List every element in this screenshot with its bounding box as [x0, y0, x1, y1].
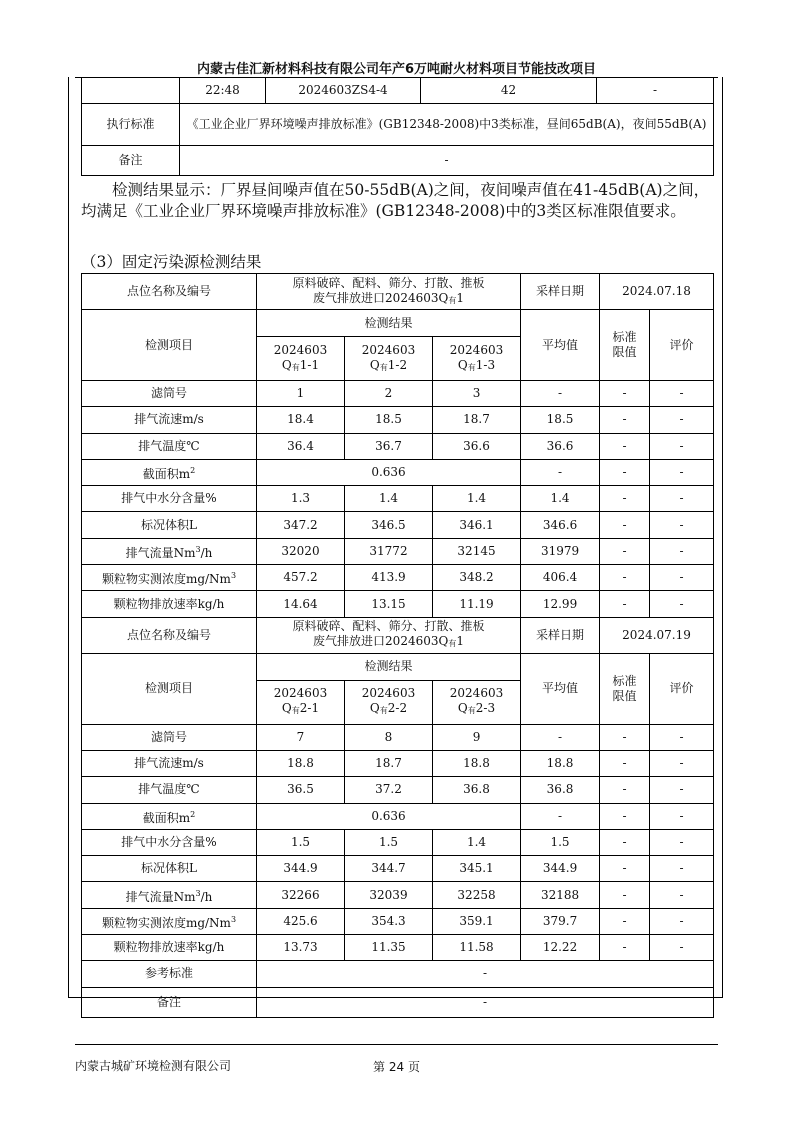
row-label-text: 排气温度℃: [138, 782, 200, 797]
evaluation-cell: -: [650, 908, 714, 934]
value-cell: 8: [345, 724, 433, 750]
average-label: 平均值: [521, 653, 600, 724]
reference-label: 参考标准: [82, 961, 257, 987]
value-cell: 11.58: [433, 935, 521, 961]
value-cell: 1.4: [345, 486, 433, 512]
row-label-text: 截面积m: [142, 467, 191, 482]
point-name-line: 原料破碎、配料、筛分、打散、推板: [292, 275, 485, 290]
row-label: [82, 724, 257, 750]
table-row: [82, 987, 714, 1017]
evaluation-cell: -: [650, 724, 714, 750]
row-label-text: 滤筒号: [150, 386, 187, 401]
value-cell: 1: [257, 381, 345, 407]
row-label-superscript: 3: [230, 571, 237, 581]
row-label-text: 标况体积L: [141, 517, 197, 532]
value-cell: 32020: [257, 538, 345, 564]
evaluation-cell: -: [650, 512, 714, 538]
value-cell: 346.5: [345, 512, 433, 538]
value-cell: 18.8: [433, 750, 521, 776]
limit-cell: -: [600, 407, 650, 433]
value-cell: 14.64: [257, 591, 345, 617]
table-cell: -: [597, 78, 714, 104]
row-label: [82, 459, 257, 485]
limit-cell: -: [600, 459, 650, 485]
sample-id-suffix: 2-3: [475, 701, 496, 716]
result-label: 检测结果: [257, 653, 521, 680]
point-name-label: 点位名称及编号: [82, 617, 257, 653]
limit-cell: -: [600, 750, 650, 776]
evaluation-cell: -: [650, 459, 714, 485]
table-row: [82, 882, 714, 908]
table-row: [82, 381, 714, 407]
sample-id-q: Q: [369, 357, 380, 372]
table-row: [82, 591, 714, 617]
reference-value: -: [257, 961, 714, 987]
sample-id-prefix: 2024603: [361, 686, 416, 701]
sample-id-subscript: 有: [379, 706, 388, 716]
sample-id-prefix: 2024603: [273, 342, 328, 357]
evaluation-label: 评价: [650, 310, 714, 381]
sample-date-label: 采样日期: [521, 274, 600, 310]
row-label-text: 排气流速m/s: [134, 756, 204, 771]
row-label-superscript: 2: [190, 809, 196, 819]
row-label-text: 颗粒物排放速率kg/h: [113, 940, 225, 955]
value-cell: 36.4: [257, 433, 345, 459]
evaluation-cell: -: [650, 433, 714, 459]
average-cell: 1.5: [521, 829, 600, 855]
evaluation-cell: -: [650, 777, 714, 803]
table-row: [82, 565, 714, 591]
value-cell: 18.8: [257, 750, 345, 776]
value-cell: 32145: [433, 538, 521, 564]
average-cell: 32188: [521, 882, 600, 908]
emission-result-table: [81, 273, 714, 1018]
row-label: [82, 591, 257, 617]
value-cell: 1.5: [345, 829, 433, 855]
value-cell: 36.8: [433, 777, 521, 803]
limit-cell: -: [600, 381, 650, 407]
limit-cell: -: [600, 486, 650, 512]
row-label-superscript: 3: [195, 888, 201, 898]
value-cell: 344.7: [345, 856, 433, 882]
footer-company: 内蒙古城矿环境检测有限公司: [75, 1059, 232, 1073]
sample-id-subscript: 有: [291, 706, 300, 716]
row-label-tail: /h: [200, 545, 213, 560]
limit-cell: -: [600, 512, 650, 538]
row-label-superscript: 2: [190, 466, 196, 476]
average-cell: 344.9: [521, 856, 600, 882]
merged-value: 0.636: [257, 803, 521, 829]
evaluation-cell: -: [650, 538, 714, 564]
value-cell: 11.19: [433, 591, 521, 617]
row-label: [82, 565, 257, 591]
evaluation-cell: -: [650, 856, 714, 882]
row-label: [82, 908, 257, 934]
average-cell: 1.4: [521, 486, 600, 512]
row-label-text: 排气流量Nm: [125, 889, 196, 904]
sample-id-prefix: 2024603: [449, 686, 504, 701]
limit-cell: -: [600, 433, 650, 459]
table-row: [82, 856, 714, 882]
average-cell: 346.6: [521, 512, 600, 538]
sample-id-cell: [345, 680, 433, 724]
item-label: 检测项目: [82, 653, 257, 724]
section-title: （3）固定污染源检测结果: [81, 253, 262, 271]
result-paragraph: 检测结果显示：厂界昼间噪声值在50-55dB(A)之间，夜间噪声值在41-45dB(A)之间，均满足《工业企业厂界环境噪声排放标准》(GB12348-2008)中的3类区标准限值要求。: [81, 181, 710, 220]
sample-id-subscript: 有: [379, 362, 388, 372]
limit-cell: -: [600, 803, 650, 829]
value-cell: 18.5: [345, 407, 433, 433]
evaluation-cell: -: [650, 486, 714, 512]
sample-id-suffix: 1-1: [299, 357, 320, 372]
average-cell: 12.22: [521, 935, 600, 961]
limit-cell: -: [600, 565, 650, 591]
row-label-text: 滤筒号: [150, 729, 187, 744]
average-cell: 36.8: [521, 777, 600, 803]
sample-id-suffix: 1-2: [387, 357, 408, 372]
page-header-title: 内蒙古佳汇新材料科技有限公司年产6万吨耐火材料项目节能技改项目: [196, 62, 597, 77]
limit-label: 标准限值: [600, 310, 650, 381]
value-cell: 425.6: [257, 908, 345, 934]
remark-value: -: [257, 987, 714, 1017]
average-cell: -: [521, 381, 600, 407]
table-row: [82, 617, 714, 653]
row-label-text: 颗粒物实测浓度mg/Nm: [101, 915, 231, 930]
row-label: [82, 486, 257, 512]
value-cell: 32266: [257, 882, 345, 908]
point-name-suffix: 1: [456, 290, 464, 305]
row-label-text: 排气流速m/s: [134, 412, 204, 427]
sample-id-cell: [433, 337, 521, 381]
sample-id-q: Q: [281, 701, 292, 716]
sample-id-q: Q: [281, 357, 292, 372]
value-cell: 36.7: [345, 433, 433, 459]
value-cell: 1.3: [257, 486, 345, 512]
sample-id-suffix: 2-2: [387, 701, 408, 716]
standard-value: 《工业企业厂界环境噪声排放标准》(GB12348-2008)中3类标准，昼间65dB(A)，夜间55dB(A): [180, 104, 714, 146]
item-label: 检测项目: [82, 310, 257, 381]
point-name-line: 废气排放进口2024603Q: [313, 290, 449, 305]
sample-date-value: 2024.07.19: [600, 617, 714, 653]
standard-label: 执行标准: [82, 104, 180, 146]
average-label: 平均值: [521, 310, 600, 381]
row-label: [82, 803, 257, 829]
sample-id-cell: [345, 337, 433, 381]
value-cell: 37.2: [345, 777, 433, 803]
remark-label: 备注: [82, 146, 180, 176]
value-cell: 413.9: [345, 565, 433, 591]
limit-cell: -: [600, 538, 650, 564]
value-cell: 13.73: [257, 935, 345, 961]
table-row: [82, 459, 714, 485]
sample-id-cell: [257, 680, 345, 724]
point-name-suffix: 1: [456, 634, 464, 649]
average-cell: 36.6: [521, 433, 600, 459]
limit-cell: -: [600, 777, 650, 803]
table-row: [82, 829, 714, 855]
value-cell: 11.35: [345, 935, 433, 961]
table-row: [82, 433, 714, 459]
average-cell: 18.5: [521, 407, 600, 433]
value-cell: 345.1: [433, 856, 521, 882]
sample-id-q: Q: [369, 701, 380, 716]
row-label: [82, 512, 257, 538]
value-cell: 344.9: [257, 856, 345, 882]
remark-label: 备注: [82, 987, 257, 1017]
evaluation-cell: -: [650, 407, 714, 433]
sample-date-label: 采样日期: [521, 617, 600, 653]
evaluation-cell: -: [650, 882, 714, 908]
table-row: [82, 750, 714, 776]
noise-result-table-tail: [81, 77, 714, 176]
sample-id-subscript: 有: [467, 362, 476, 372]
evaluation-cell: -: [650, 565, 714, 591]
sample-id-subscript: 有: [291, 362, 300, 372]
point-name-value: [257, 617, 521, 653]
value-cell: 9: [433, 724, 521, 750]
row-label: [82, 935, 257, 961]
limit-cell: -: [600, 724, 650, 750]
sample-id-prefix: 2024603: [449, 342, 504, 357]
average-cell: -: [521, 724, 600, 750]
table-row: [82, 512, 714, 538]
value-cell: 32258: [433, 882, 521, 908]
footer-page-number: 第 24 页: [373, 1060, 420, 1074]
table-row: [82, 104, 714, 146]
limit-cell: -: [600, 882, 650, 908]
table-cell: 22:48: [180, 78, 266, 104]
sample-id-prefix: 2024603: [361, 342, 416, 357]
limit-cell: -: [600, 935, 650, 961]
row-label: [82, 829, 257, 855]
table-row: [82, 724, 714, 750]
value-cell: 457.2: [257, 565, 345, 591]
value-cell: 32039: [345, 882, 433, 908]
row-label: [82, 856, 257, 882]
table-cell: 2024603ZS4-4: [266, 78, 421, 104]
row-label-text: 颗粒物排放速率kg/h: [113, 596, 225, 611]
evaluation-cell: -: [650, 381, 714, 407]
row-label-superscript: 3: [195, 544, 201, 554]
value-cell: 1.4: [433, 829, 521, 855]
remark-value: -: [180, 146, 714, 176]
row-label: [82, 750, 257, 776]
row-label-tail: /h: [200, 889, 213, 904]
average-cell: 379.7: [521, 908, 600, 934]
value-cell: 347.2: [257, 512, 345, 538]
table-row: [82, 935, 714, 961]
row-label: [82, 777, 257, 803]
average-cell: 406.4: [521, 565, 600, 591]
point-name-line: 原料破碎、配料、筛分、打散、推板: [292, 619, 485, 634]
row-label-superscript: 3: [230, 914, 237, 924]
average-cell: 18.8: [521, 750, 600, 776]
table-cell: 42: [421, 78, 597, 104]
value-cell: 18.7: [433, 407, 521, 433]
point-name-subscript: 有: [448, 639, 457, 649]
table-row: [82, 78, 714, 104]
value-cell: 7: [257, 724, 345, 750]
row-label-text: 颗粒物实测浓度mg/Nm: [101, 572, 231, 587]
table-row: [82, 486, 714, 512]
sample-id-q: Q: [457, 357, 468, 372]
limit-cell: -: [600, 829, 650, 855]
average-cell: 31979: [521, 538, 600, 564]
limit-cell: -: [600, 908, 650, 934]
sample-id-suffix: 2-1: [299, 701, 320, 716]
evaluation-cell: -: [650, 935, 714, 961]
value-cell: 31772: [345, 538, 433, 564]
row-label: [82, 407, 257, 433]
merged-value: 0.636: [257, 459, 521, 485]
sample-date-value: 2024.07.18: [600, 274, 714, 310]
row-label: [82, 381, 257, 407]
value-cell: 3: [433, 381, 521, 407]
value-cell: 2: [345, 381, 433, 407]
table-row: [82, 146, 714, 176]
sample-id-cell: [433, 680, 521, 724]
value-cell: 18.7: [345, 750, 433, 776]
value-cell: 354.3: [345, 908, 433, 934]
table-row: [82, 538, 714, 564]
limit-label: 标准限值: [600, 653, 650, 724]
table-cell: [82, 78, 180, 104]
evaluation-cell: -: [650, 803, 714, 829]
value-cell: 13.15: [345, 591, 433, 617]
value-cell: 346.1: [433, 512, 521, 538]
table-row: [82, 653, 714, 680]
footer-divider: [75, 1044, 718, 1045]
row-label-text: 排气流量Nm: [125, 545, 196, 560]
row-label-text: 排气中水分含量%: [121, 835, 217, 849]
value-cell: 1.4: [433, 486, 521, 512]
evaluation-cell: -: [650, 829, 714, 855]
limit-cell: -: [600, 856, 650, 882]
sample-id-suffix: 1-3: [475, 357, 496, 372]
value-cell: 1.5: [257, 829, 345, 855]
table-row: [82, 407, 714, 433]
table-row: [82, 961, 714, 987]
table-row: [82, 274, 714, 310]
sample-id-cell: [257, 337, 345, 381]
evaluation-cell: -: [650, 591, 714, 617]
limit-cell: -: [600, 591, 650, 617]
sample-id-subscript: 有: [467, 706, 476, 716]
row-label-text: 截面积m: [142, 810, 191, 825]
value-cell: 359.1: [433, 908, 521, 934]
average-cell: 12.99: [521, 591, 600, 617]
value-cell: 36.5: [257, 777, 345, 803]
point-name-label: 点位名称及编号: [82, 274, 257, 310]
value-cell: 36.6: [433, 433, 521, 459]
point-name-line: 废气排放进口2024603Q: [313, 634, 449, 649]
row-label: [82, 882, 257, 908]
table-row: [82, 803, 714, 829]
table-row: [82, 777, 714, 803]
point-name-subscript: 有: [448, 295, 457, 305]
evaluation-label: 评价: [650, 653, 714, 724]
evaluation-cell: -: [650, 750, 714, 776]
result-label: 检测结果: [257, 310, 521, 337]
average-cell: -: [521, 803, 600, 829]
row-label-text: 排气中水分含量%: [121, 491, 217, 506]
row-label-text: 排气温度℃: [138, 438, 200, 453]
average-cell: -: [521, 459, 600, 485]
point-name-value: [257, 274, 521, 310]
sample-id-q: Q: [457, 701, 468, 716]
value-cell: 18.4: [257, 407, 345, 433]
table-row: [82, 310, 714, 337]
row-label: [82, 433, 257, 459]
row-label: [82, 538, 257, 564]
table-row: [82, 908, 714, 934]
value-cell: 348.2: [433, 565, 521, 591]
row-label-text: 标况体积L: [141, 861, 197, 876]
sample-id-prefix: 2024603: [273, 686, 328, 701]
